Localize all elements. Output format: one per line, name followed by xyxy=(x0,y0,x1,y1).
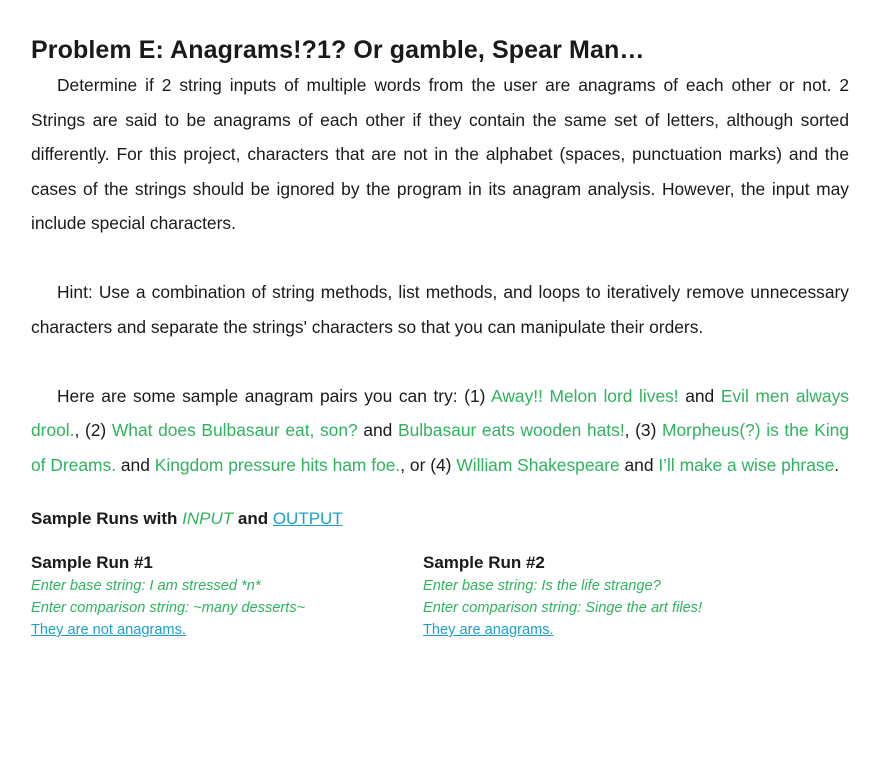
sample-pair-3-a: Morpheus(?) is the King of Dreams. xyxy=(31,420,850,475)
sample-runs xyxy=(31,551,849,651)
samples-and-text: and xyxy=(619,454,659,475)
problem-title: Problem E: Anagrams!?1? Or gamble, Spear Man… xyxy=(31,36,645,64)
sample-runs-heading xyxy=(31,507,849,531)
samples-lead-text: Here are some sample anagram pairs you can try: (1) xyxy=(57,385,492,406)
runs-heading-middle: and xyxy=(233,509,273,528)
samples-separator-text: , (2) xyxy=(74,420,112,440)
paragraph-gap xyxy=(31,241,849,276)
sample-run-base-input: Enter base string: Is the life strange? xyxy=(423,578,661,594)
sample-pair-4-b: I’ll make a wise phrase xyxy=(658,454,835,475)
sample-run-title: Sample Run #2 xyxy=(423,553,545,572)
sample-run-comparison-input: Enter comparison string: ~many desserts~ xyxy=(31,600,306,616)
runs-heading-prefix: Sample Runs with xyxy=(31,509,183,528)
samples-and-text: and xyxy=(357,420,398,440)
samples-paragraph xyxy=(31,379,849,483)
sample-run-base-input: Enter base string: I am stressed *n* xyxy=(31,578,261,594)
sample-run-output: They are not anagrams. xyxy=(31,622,186,638)
sample-run-output: They are anagrams. xyxy=(423,622,554,638)
sample-run-title: Sample Run #1 xyxy=(31,553,153,572)
runs-heading-output-word: OUTPUT xyxy=(272,509,343,528)
sample-pair-4-a: William Shakespeare xyxy=(456,454,620,475)
intro-paragraph: Determine if 2 string inputs of multiple words from the user are anagrams of each other or not. 2 Strings are said to be anagrams of each other if they contain the same set of letters, although sorted differently. For this project, characters that are not in the alphabet (spaces, punctuation marks) and the cases of the strings should be ignored by the program in its anagram analysis. However, the input may include special characters. xyxy=(31,75,849,233)
sample-pair-2-b: Bulbasaur eats wooden hats! xyxy=(397,420,625,440)
hint-paragraph: Hint: Use a combination of string methods, list methods, and loops to iteratively remove unnecessary characters and separate the strings' characters so that you can manipulate their orders. xyxy=(31,282,849,337)
sample-run-comparison-input: Enter comparison string: Singe the art files! xyxy=(423,600,703,616)
sample-pair-3-b: Kingdom pressure hits ham foe. xyxy=(154,454,401,475)
document-page xyxy=(31,32,849,651)
sample-pair-1-a: Away!! Melon lord lives! xyxy=(491,385,679,406)
samples-and-text: and xyxy=(116,454,155,475)
samples-separator-text: , or (4) xyxy=(400,454,457,475)
sample-run-2 xyxy=(423,551,702,641)
samples-separator-text: , (3) xyxy=(624,420,663,440)
sample-run-1 xyxy=(31,551,305,641)
samples-end-text: . xyxy=(834,454,840,475)
sample-pair-2-a: What does Bulbasaur eat, son? xyxy=(111,420,358,440)
paragraph-gap xyxy=(31,344,849,379)
sample-pair-1-b: Evil men always drool. xyxy=(31,385,849,440)
runs-heading-input-word: INPUT xyxy=(182,509,234,528)
samples-and-text: and xyxy=(678,385,721,406)
